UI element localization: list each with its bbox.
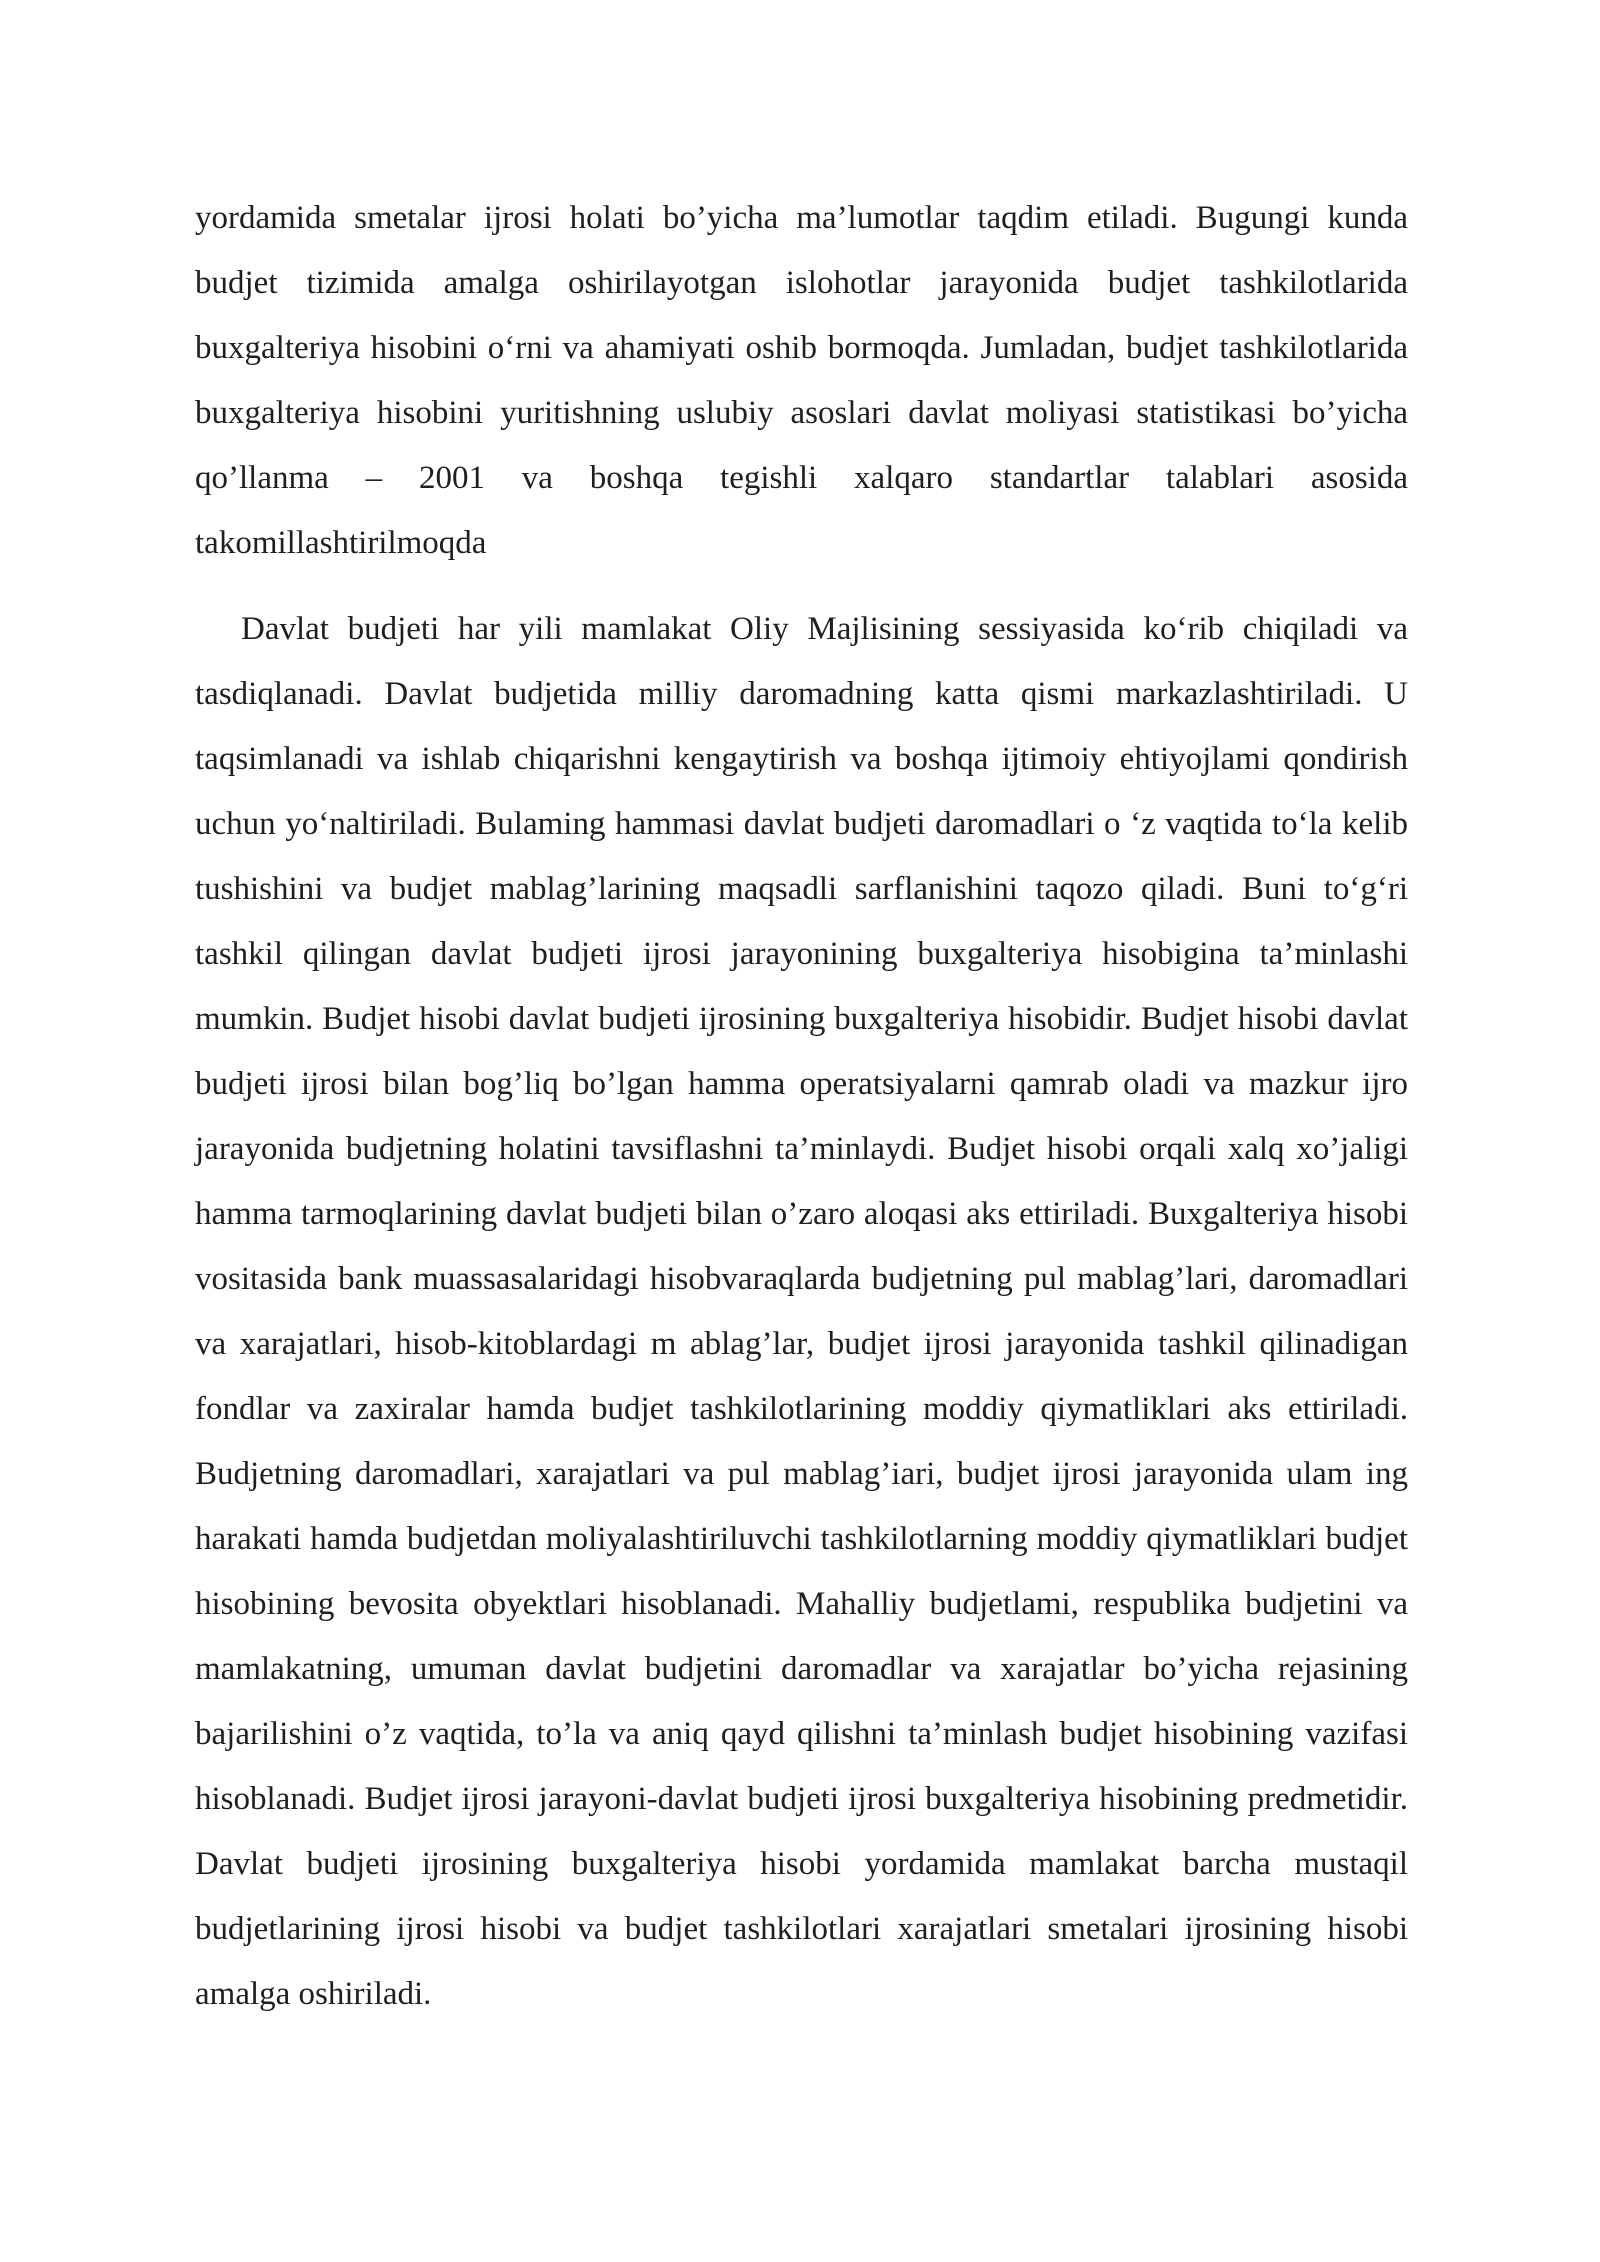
document-body <box>195 186 1408 2027</box>
paragraph-davlat-budjeti: Davlat budjeti har yili mamlakat Oliy Majlisining sessiyasida ko‘rib chiqiladi va tasdiqlanadi. Davlat budjetida milliy daromadning katta qismi markazlashtiriladi. U taqsimlanadi va ishlab chiqarishni kengaytirish va boshqa ijtimoiy ehtiyojlami qondirish uchun yo‘naltiriladi. Bulaming hammasi davlat budjeti daromadlari o ‘z vaqtida to‘la kelib tushishini va budjet mablag’larining maqsadli sarflanishini taqozo qiladi. Buni to‘g‘ri tashkil qilingan davlat budjeti ijrosi jarayonining buxgalteriya hisobigina ta’minlashi mumkin. Budjet hisobi davlat budjeti ijrosining buxgalteriya hisobidir. Budjet hisobi davlat budjeti ijrosi bilan bog’liq bo’lgan hamma operatsiyalarni qamrab oladi va mazkur ijro jarayonida budjetning holatini tavsiflashni ta’minlaydi. Budjet hisobi orqali xalq xo’jaligi hamma tarmoqlarining davlat budjeti bilan o’zaro aloqasi aks ettiriladi. Buxgalteriya hisobi vositasida bank muassasalaridagi hisobvaraqlarda budjetning pul mablag’lari, daromadlari va xarajatlari, hisob-kitoblardagi m ablag’lar, budjet ijrosi jarayonida tashkil qilinadigan fondlar va zaxiralar hamda budjet tashkilotlarining moddiy qiymatliklari aks ettiriladi. Budjetning daromadlari, xarajatlari va pul mablag’iari, budjet ijrosi jarayonida ulam ing harakati hamda budjetdan moliyalashtiriluvchi tashkilotlarning moddiy qiymatliklari budjet hisobining bevosita obyektlari hisoblanadi. Mahalliy budjetlami, respublika budjetini va mamlakatning, umuman davlat budjetini daromadlar va xarajatlar bo’yicha rejasining bajarilishini o’z vaqtida, to’la va aniq qayd qilishni ta’minlash budjet hisobining vazifasi hisoblanadi. Budjet ijrosi jarayoni-davlat budjeti ijrosi buxgalteriya hisobining predmetidir. Davlat budjeti ijrosining buxgalteriya hisobi yordamida mamlakat barcha mustaqil budjetlarining ijrosi hisobi va budjet tashkilotlari xarajatlari smetalari ijrosining hisobi amalga oshiriladi. <box>195 611 1408 2012</box>
paragraph-continuation: yordamida smetalar ijrosi holati bo’yicha ma’lumotlar taqdim etiladi. Bugungi kunda budjet tizimida amalga oshirilayotgan islohotlar jarayonida budjet tashkilotlarida buxgalteriya hisobini o‘rni va ahamiyati oshib bormoqda. Jumladan, budjet tashkilotlarida buxgalteriya hisobini yuritishning uslubiy asoslari davlat moliyasi statistikasi bo’yicha qo’llanma – 2001 va boshqa tegishli xalqaro standartlar talablari asosida takomillashtirilmoqda <box>195 200 1408 561</box>
